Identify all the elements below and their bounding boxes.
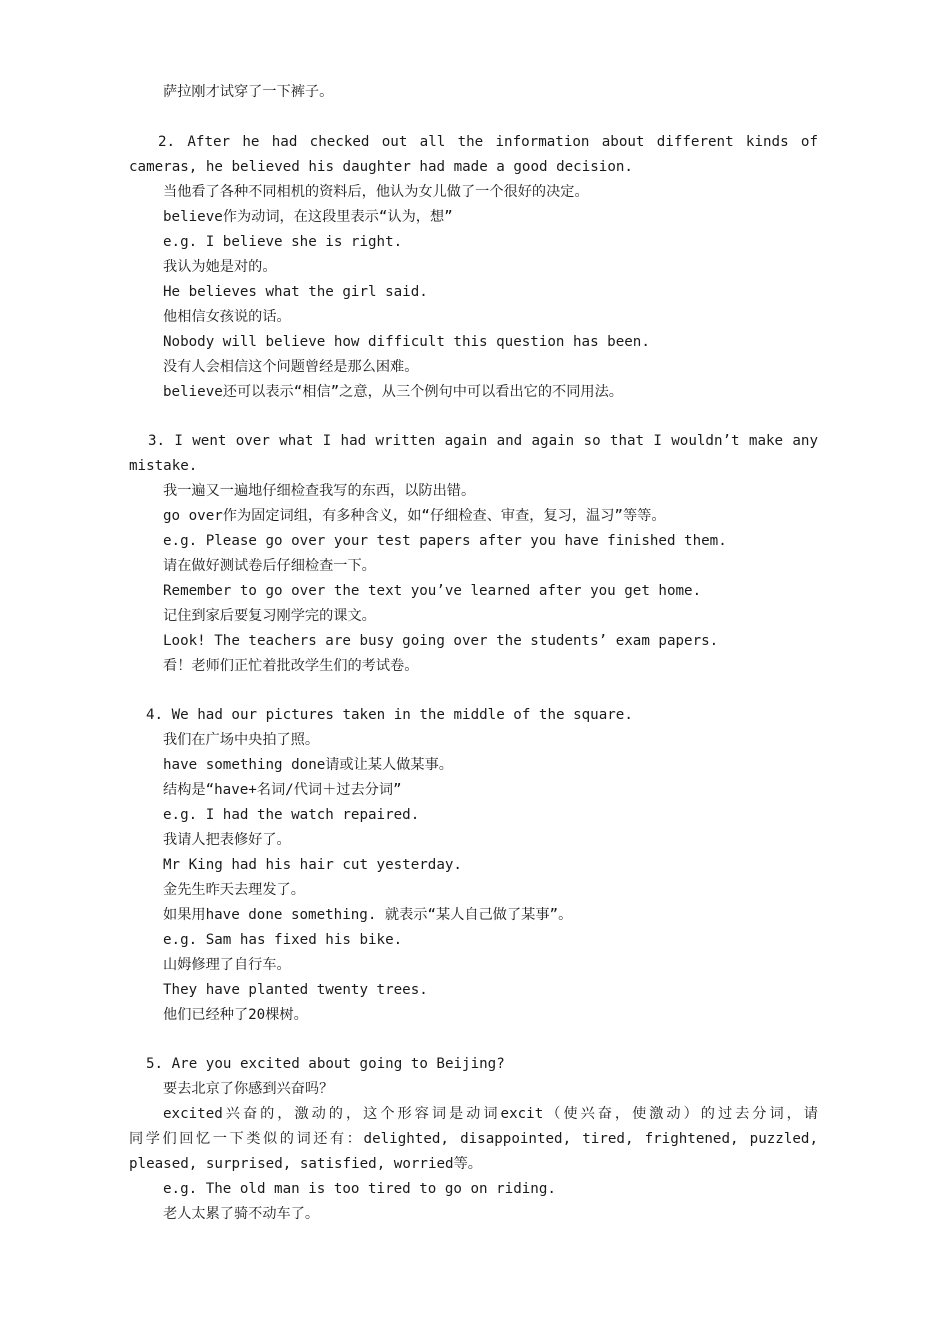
- text-line: 我一遍又一遍地仔细检查我写的东西，以防出错。: [163, 483, 476, 499]
- text-line: 山姆修理了自行车。: [163, 957, 291, 973]
- text-line: 我认为她是对的。: [163, 259, 277, 275]
- text-line: pleased, surprised, satisfied, worried等。: [129, 1156, 482, 1172]
- text-line: Remember to go over the text you’ve learned after you get home.: [163, 583, 702, 599]
- text-line: 没有人会相信这个问题曾经是那么困难。: [163, 359, 419, 375]
- text-line: He believes what the girl said.: [163, 284, 428, 300]
- item-3-heading: 3. I went over what I had written again and again so that I wouldn’t make any: [148, 433, 818, 449]
- text-line: cameras, he believed his daughter had made a good decision.: [129, 159, 633, 175]
- text-line: 萨拉刚才试穿了一下裤子。: [163, 84, 334, 100]
- text-line: 请在做好测试卷后仔细检查一下。: [163, 558, 376, 574]
- text-line: Look! The teachers are busy going over the students’ exam papers.: [163, 633, 719, 649]
- text-line: believe还可以表示“相信”之意，从三个例句中可以看出它的不同用法。: [163, 384, 623, 400]
- text-line: have something done请或让某人做某事。: [163, 757, 453, 773]
- text-line: e.g. I had the watch repaired.: [163, 807, 420, 823]
- text-line: 如果用have done something. 就表示“某人自己做了某事”。: [163, 907, 573, 923]
- text-line: 当他看了各种不同相机的资料后，他认为女儿做了一个很好的决定。: [163, 184, 589, 200]
- text-line: excited兴奋的，激动的，这个形容词是动词excit（使兴奋，使激动）的过去分词，请: [163, 1106, 818, 1122]
- text-line: 看！老师们正忙着批改学生们的考试卷。: [163, 658, 419, 674]
- text-line: go over作为固定词组，有多种含义，如“仔细检查、审查，复习，温习”等等。: [163, 508, 666, 524]
- text-line: Nobody will believe how difficult this question has been.: [163, 334, 650, 350]
- text-line: believe作为动词，在这段里表示“认为，想”: [163, 209, 453, 225]
- text-line: 同学们回忆一下类似的词还有：delighted, disappointed, tired, frightened, puzzled,: [129, 1131, 818, 1147]
- text-line: 我们在广场中央拍了照。: [163, 732, 320, 748]
- text-line: 我请人把表修好了。: [163, 832, 291, 848]
- text-line: 要去北京了你感到兴奋吗？: [163, 1081, 334, 1097]
- item-5-heading: 5. Are you excited about going to Beijing?: [146, 1056, 505, 1072]
- text-line: e.g. Sam has fixed his bike.: [163, 932, 403, 948]
- text-line: 金先生昨天去理发了。: [163, 882, 305, 898]
- text-line: 他们已经种了20棵树。: [163, 1007, 308, 1023]
- text-line: mistake.: [129, 458, 198, 474]
- text-line: 他相信女孩说的话。: [163, 309, 291, 325]
- text-line: e.g. I believe she is right.: [163, 234, 403, 250]
- item-2-heading: 2. After he had checked out all the information about different kinds of: [158, 134, 818, 150]
- text-line: 记住到家后要复习刚学完的课文。: [163, 608, 376, 624]
- text-line: e.g. Please go over your test papers after you have finished them.: [163, 533, 727, 549]
- text-line: Mr King had his hair cut yesterday.: [163, 857, 462, 873]
- text-line: They have planted twenty trees.: [163, 982, 428, 998]
- text-line: 结构是“have+名词/代词＋过去分词”: [163, 782, 402, 798]
- text-line: e.g. The old man is too tired to go on riding.: [163, 1181, 556, 1197]
- item-4-heading: 4. We had our pictures taken in the middle of the square.: [146, 707, 633, 723]
- text-line: 老人太累了骑不动车了。: [163, 1206, 320, 1222]
